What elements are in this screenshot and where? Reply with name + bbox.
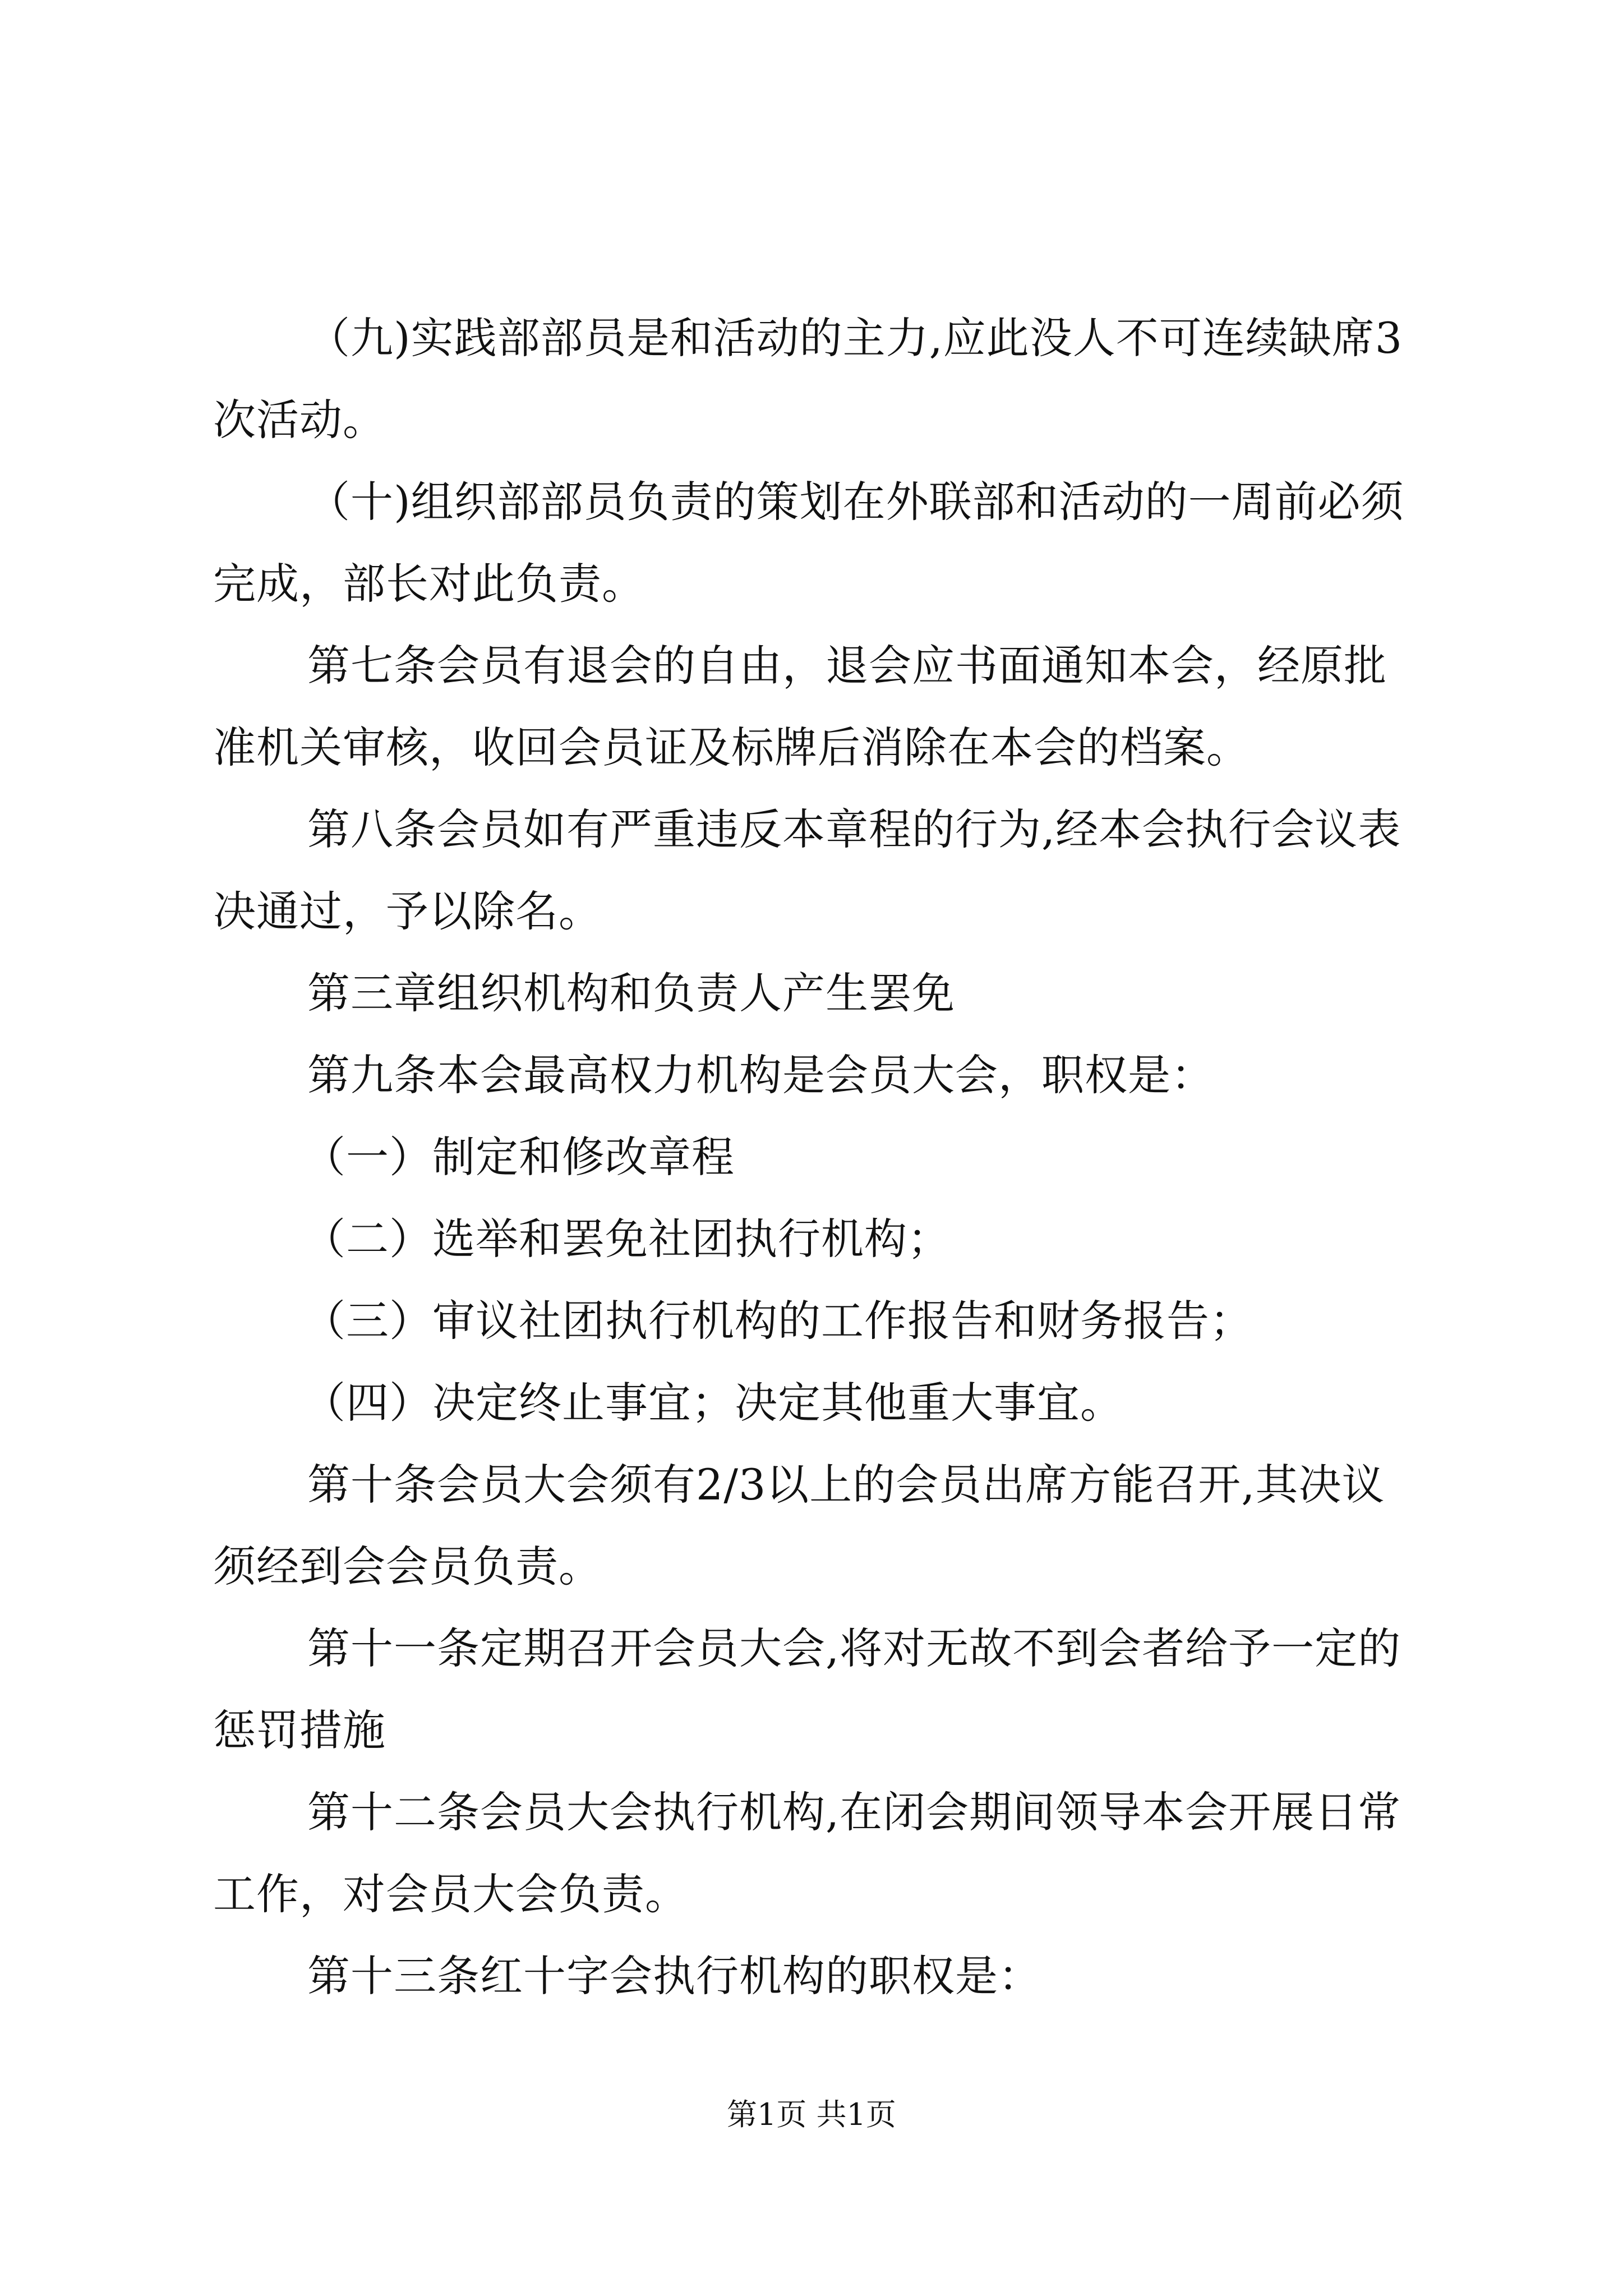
chapter-heading: 第三章组织机构和负责人产生罢免 xyxy=(307,968,955,1018)
paragraph-article-7: 第七条会员有退会的自由，退会应书面通知本会，经原批准机关审核，收回会员证及标牌后消除在本会的档案。 xyxy=(213,641,1387,772)
paragraph-article-13: 第十三条红十字会执行机构的职权是： xyxy=(307,1951,1041,2001)
list-item-2: （二）选举和罢免社团执行机构； xyxy=(303,1214,951,1264)
paragraph-item-10: （十)组织部部员负责的策划在外联部和活动的一周前必须完成，部长对此负责。 xyxy=(213,477,1404,609)
paragraph-article-12: 第十二条会员大会执行机构,在闭会期间领导本会开展日常工作，对会员大会负责。 xyxy=(213,1787,1401,1919)
paragraph-item-9: （九)实践部部员是和活动的主力,应此没人不可连续缺席3次活动。 xyxy=(213,313,1403,445)
paragraph-article-11: 第十一条定期召开会员大会,将对无故不到会者给予一定的惩罚措施 xyxy=(213,1623,1401,1755)
paragraph-article-10: 第十条会员大会须有2/3以上的会员出席方能召开,其决议须经到会会员负责。 xyxy=(213,1460,1385,1591)
document-body xyxy=(213,297,1424,2017)
list-item-3: （三）审议社团执行机构的工作报告和财务报告； xyxy=(303,1296,1253,1346)
list-item-1: （一）制定和修改章程 xyxy=(303,1132,735,1182)
page-footer xyxy=(0,2092,1623,2137)
page-number-label: 第1页 共1页 xyxy=(727,2097,896,2132)
paragraph-article-8: 第八条会员如有严重违反本章程的行为,经本会执行会议表决通过，予以除名。 xyxy=(213,804,1401,936)
list-item-4: （四）决定终止事宜；决定其他重大事宜。 xyxy=(303,1378,1123,1428)
paragraph-article-9: 第九条本会最高权力机构是会员大会，职权是： xyxy=(307,1050,1214,1100)
